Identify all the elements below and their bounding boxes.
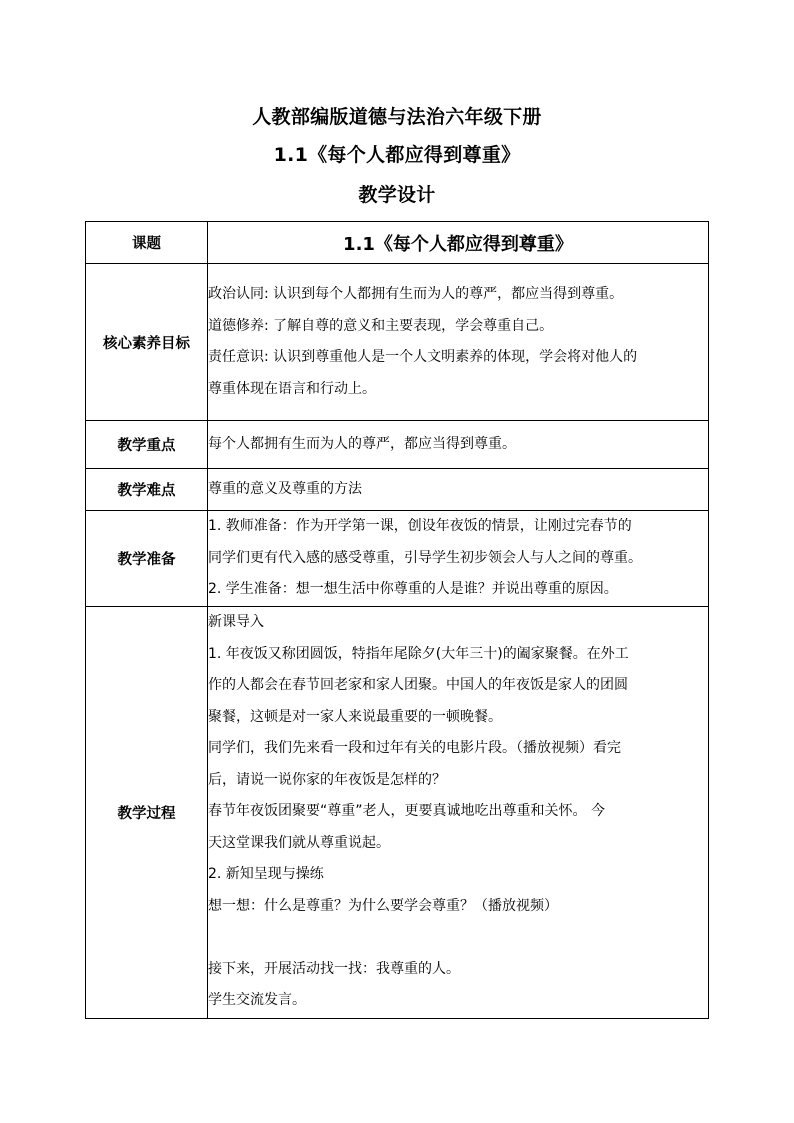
process-line: 新课导入 — [208, 614, 264, 630]
core-goal-line: 道德修养: 了解自尊的意义和主要表现，学会尊重自己。 — [208, 317, 554, 334]
difficulty-content — [208, 469, 709, 511]
table-row-process — [86, 607, 709, 1019]
key-point-label: 教学重点 — [86, 421, 208, 469]
core-goals-label: 核心素养目标 — [86, 264, 208, 421]
preparation-line: 1. 教师准备：作为开学第一课，创设年夜饭的情景，让刚过完春节的 — [208, 518, 632, 535]
process-line: 聚餐，这顿是对一家人来说最重要的一顿晚餐。 — [208, 708, 502, 725]
table-row-preparation — [86, 511, 709, 607]
preparation-line: 2. 学生准备：想一想生活中你尊重的人是谁？并说出尊重的原因。 — [208, 581, 618, 598]
process-content — [208, 607, 709, 1019]
table-row-subject — [86, 222, 709, 264]
lesson-title: 1.1《每个人都应得到尊重》 — [273, 144, 521, 166]
process-line: 想一想：什么是尊重？为什么要学会尊重？（播放视频） — [208, 897, 558, 914]
process-line: 春节年夜饭团聚要“尊重”老人，更要真诚地吃出尊重和关怀。 今 — [208, 803, 605, 819]
lesson-plan-table — [85, 221, 709, 1019]
document-title: 人教部编版道德与法治六年级下册 — [252, 106, 542, 128]
process-line: 作的人都会在春节回老家和家人团聚。中国人的年夜饭是家人的团圆 — [208, 677, 628, 693]
core-goal-line: 尊重体现在语言和行动上。 — [208, 380, 376, 397]
difficulty-label: 教学难点 — [86, 469, 208, 511]
process-line: 1. 年夜饭又称团圆饭，特指年尾除夕(大年三十)的阖家聚餐。在外工 — [208, 645, 629, 662]
process-line: 接下来，开展活动找一找：我尊重的人。 — [208, 960, 460, 977]
document-header — [0, 100, 794, 212]
core-goal-line: 责任意识: 认识到尊重他人是一个人文明素养的体现，学会将对他人的 — [208, 349, 638, 365]
subject-value: 1.1《每个人都应得到尊重》 — [208, 222, 709, 264]
core-goals-content — [208, 264, 709, 421]
core-goal-line: 政治认同: 认识到每个人都拥有生而为人的尊严，都应当得到尊重。 — [208, 286, 624, 302]
process-line: 同学们，我们先来看一段和过年有关的电影片段。（播放视频）看完 — [208, 740, 621, 756]
table-row-core-goals — [86, 264, 709, 421]
document-subtitle: 教学设计 — [358, 184, 436, 206]
table-row-key-point — [86, 421, 709, 469]
preparation-label: 教学准备 — [86, 511, 208, 607]
difficulty-text: 尊重的意义及尊重的方法 — [208, 480, 362, 497]
process-line: 学生交流发言。 — [208, 992, 306, 1008]
key-point-content — [208, 421, 709, 469]
process-line: 天这堂课我们就从尊重说起。 — [208, 834, 390, 851]
preparation-content — [208, 511, 709, 607]
process-line: 后，请说一说你家的年夜饭是怎样的？ — [208, 771, 446, 788]
table-row-difficulty — [86, 469, 709, 511]
key-point-text: 每个人都拥有生而为人的尊严，都应当得到尊重。 — [208, 435, 516, 452]
preparation-line: 同学们更有代入感的感受尊重，引导学生初步领会人与人之间的尊重。 — [208, 549, 642, 566]
process-label: 教学过程 — [86, 607, 208, 1019]
subject-label: 课题 — [86, 222, 208, 264]
process-blank-line — [208, 922, 708, 954]
process-line: 2. 新知呈现与操练 — [208, 866, 324, 882]
